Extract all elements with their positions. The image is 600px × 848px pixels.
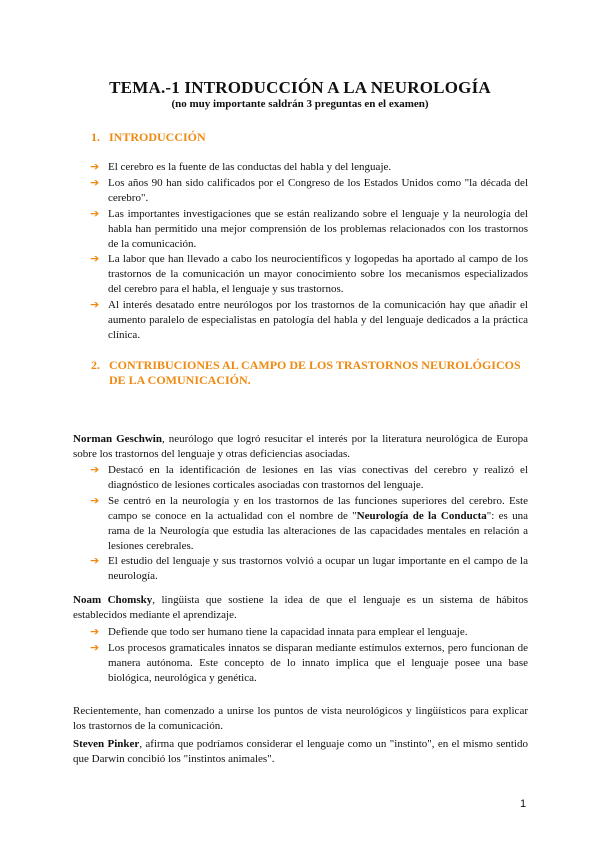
term-neurologia-conducta: Neurología de la Conducta (356, 509, 487, 522)
list-item: ➔ Se centró en la neurología y en los trastornos de las funciones superiores del cerebro. Este campo se conoce en la actualidad con el nombre de "Neurología de la Conducta": es una rama de la Neurología que estudia las alteraciones de las capacidades mentales en relación a lesiones cerebrales. (90, 493, 528, 552)
recent-paragraph: Recientemente, han comenzado a unirse los puntos de vista neurológicos y lingüísticos para explicar los trastornos de la comunicación. (73, 705, 528, 732)
section-1-number: 1. (91, 130, 100, 144)
list-item: ➔ Destacó en la identificación de lesiones en las vías conectivas del cerebro y realizó el diagnóstico de lesiones corticales asociadas con trastornos del lenguaje. (90, 463, 528, 491)
section-2-number: 2. (91, 358, 100, 372)
section-2-heading (91, 358, 531, 388)
list-item: ➔ Los años 90 han sido calificados por el Congreso de los Estados Unidos como "la década del cerebro". (90, 175, 528, 204)
list-item: ➔ Defiende que todo ser humano tiene la capacidad innata para emplear el lenguaje. (90, 625, 468, 638)
arrow-right-icon: ➔ (90, 252, 100, 266)
arrow-right-icon: ➔ (90, 625, 100, 638)
section-2-title-line-2: DE LA COMUNICACIÓN. (109, 373, 251, 387)
arrow-right-icon: ➔ (90, 160, 100, 173)
person-name-pinker: Steven Pinker (73, 738, 140, 750)
document-title: TEMA.-1 INTRODUCCIÓN A LA NEUROLOGÍA (109, 78, 491, 97)
arrow-right-icon: ➔ (90, 298, 100, 312)
list-item: ➔ Las importantes investigaciones que se están realizando sobre el lenguaje y la neurología del habla han permitido una mejor comprensión de los problemas relacionados con los trastornos de la comunicación. (90, 206, 528, 250)
page-number: 1 (520, 798, 527, 810)
geschwind-bullet-list (90, 463, 528, 585)
person-name-geschwind: Norman Geschwin (73, 433, 162, 445)
arrow-right-icon: ➔ (90, 640, 100, 654)
section-2-title-line-1: CONTRIBUCIONES AL CAMPO DE LOS TRASTORNOS NEUROLÓGICOS (109, 358, 521, 372)
pinker-paragraph: Steven Pinker, afirma que podríamos considerar el lenguaje como un "instinto", en el mismo sentido que Darwin concibió los "instintos animales". (73, 738, 528, 765)
arrow-right-icon: ➔ (90, 206, 100, 220)
list-item: ➔ El estudio del lenguaje y sus trastornos volvió a ocupar un lugar importante en el campo de la neurología. (90, 554, 528, 583)
geschwind-paragraph: Norman Geschwin, neurólogo que logró resucitar el interés por la literatura neurológica de Europa sobre los trastornos del lenguaje y otras deficiencias asociadas. (73, 433, 528, 460)
section-1-bullet-list (90, 160, 528, 344)
section-1-heading (91, 130, 206, 145)
chomsky-paragraph: Noam Chomsky, lingüista que sostiene la idea de que el lenguaje es un sistema de hábitos establecidos mediante el aprendizaje. (73, 594, 528, 621)
list-item: ➔ El cerebro es la fuente de las conductas del habla y del lenguaje. (90, 160, 392, 173)
chomsky-bullet-list (90, 625, 528, 687)
section-1-title: INTRODUCCIÓN (109, 130, 206, 144)
document-subtitle: (no muy importante saldrán 3 preguntas en el examen) (171, 98, 429, 110)
person-name-chomsky: Noam Chomsky (73, 594, 153, 606)
list-item: ➔ La labor que han llevado a cabo los neurocientíficos y logopedas ha aportado al campo de los trastornos de la comunicación un mayor conocimiento sobre los mecanismos especializados del cerebro para el habla, el lenguaje y sus trastornos. (90, 252, 528, 296)
arrow-right-icon: ➔ (90, 175, 100, 189)
arrow-right-icon: ➔ (90, 463, 100, 476)
arrow-right-icon: ➔ (90, 493, 100, 507)
list-item: ➔ Los procesos gramaticales innatos se disparan mediante estímulos externos, pero funcionan de manera autónoma. Este concepto de lo innato implica que el lenguaje posee una base biológica, neurológica y genética. (90, 640, 528, 684)
list-item: ➔ Al interés desatado entre neurólogos por los trastornos de la comunicación hay que añadir el aumento paralelo de especialistas en patología del habla y del lenguaje dedicados a la práctica clínica. (90, 298, 528, 341)
arrow-right-icon: ➔ (90, 554, 100, 568)
